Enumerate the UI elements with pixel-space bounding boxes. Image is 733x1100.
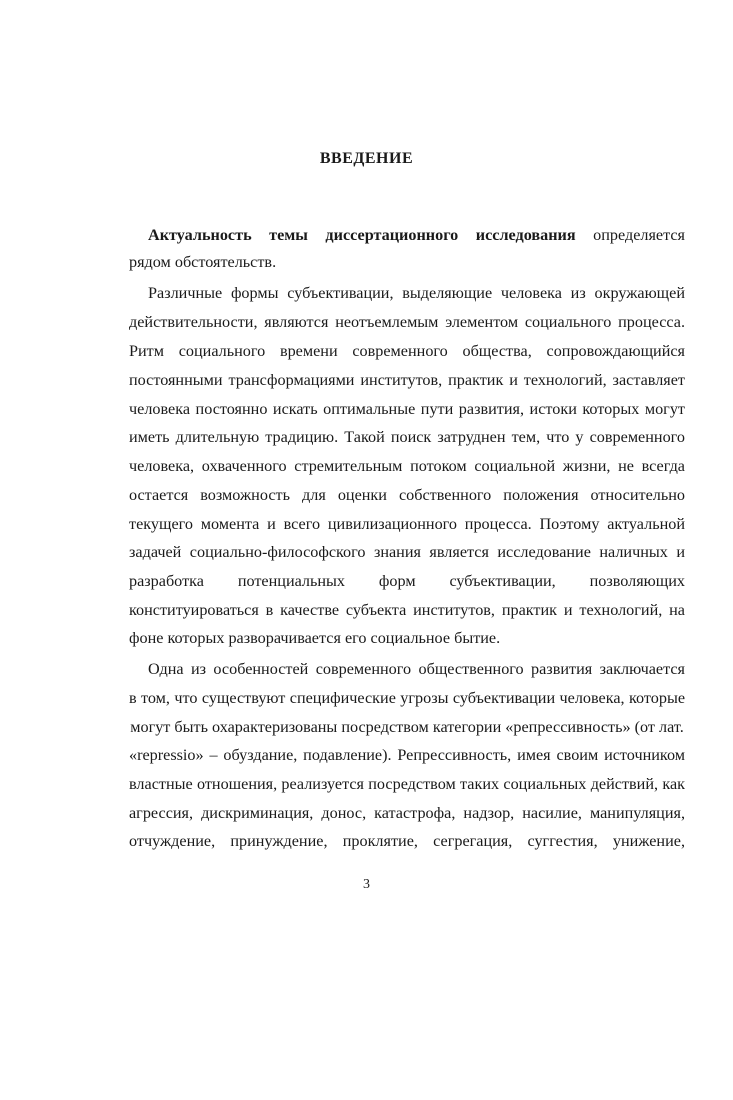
- paragraph-3-line: «repressio» – обуздание, подавление). Репрессивность, имея своим источником: [129, 746, 685, 764]
- paragraph-2-line: Ритм социального времени современного общества, сопровождающийся: [129, 342, 685, 360]
- paragraph-2-line: разработка потенциальных форм субъективации, позволяющих: [129, 572, 685, 590]
- paragraph-2-line: действительности, являются неотъемлемым элементом социального процесса.: [129, 313, 685, 331]
- paragraph-1-line-2: рядом обстоятельств.: [129, 253, 277, 271]
- paragraph-3-line: властные отношения, реализуется посредством таких социальных действий, как: [129, 775, 685, 793]
- page-number: 3: [363, 877, 370, 892]
- relevance-line-rest: определяется: [575, 226, 685, 244]
- paragraph-3-line: в том, что существуют специфические угрозы субъективации человека, которые: [129, 689, 685, 707]
- paragraph-2-line: постоянными трансформациями институтов, практик и технологий, заставляет: [129, 371, 685, 389]
- paragraph-2-line: текущего момента и всего цивилизационного процесса. Поэтому актуальной: [129, 515, 685, 533]
- paragraph-2-line: остается возможность для оценки собственного положения относительно: [129, 486, 685, 504]
- section-heading: ВВЕДЕНИЕ: [319, 150, 414, 167]
- paragraph-3-line: могут быть охарактеризованы посредством категории «репрессивность» (от лат.: [130, 718, 684, 736]
- relevance-bold-phrase: Актуальность темы диссертационного исследования: [148, 226, 576, 244]
- paragraph-2-line: фоне которых разворачивается его социальное бытие.: [129, 629, 501, 647]
- paragraph-2-line: человека постоянно искать оптимальные пути развития, истоки которых могут: [129, 400, 685, 418]
- paragraph-3-line: Одна из особенностей современного общественного развития заключается: [148, 660, 685, 678]
- paragraph-2-line: Различные формы субъективации, выделяющие человека из окружающей: [148, 284, 685, 302]
- paragraph-2-line: конституироваться в качестве субъекта институтов, практик и технологий, на: [129, 601, 685, 619]
- paragraph-3-line: агрессия, дискриминация, донос, катастрофа, надзор, насилие, манипуляция,: [129, 804, 685, 822]
- paragraph-2-line: человека, охваченного стремительным потоком социальной жизни, не всегда: [129, 457, 685, 475]
- paragraph-2-line: иметь длительную традицию. Такой поиск затруднен тем, что у современного: [129, 428, 685, 446]
- paragraph-3-line: отчуждение, принуждение, проклятие, сегрегация, суггестия, унижение,: [129, 832, 685, 850]
- paragraph-1-line-1: [148, 224, 685, 246]
- paragraph-2-line: задачей социально-философского знания является исследование наличных и: [129, 543, 685, 561]
